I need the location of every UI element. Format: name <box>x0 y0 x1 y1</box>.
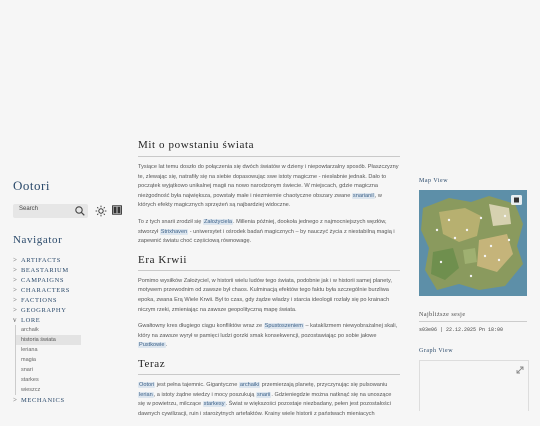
chevron-down-icon: v <box>13 316 18 324</box>
chevron-right-icon: > <box>13 266 18 274</box>
link-pustkowie[interactable]: Pustkowie <box>139 342 165 349</box>
nav-subitem-starkes[interactable]: starkes <box>21 377 39 383</box>
chevron-right-icon: > <box>13 256 18 264</box>
nav-subitem-wieszcz[interactable]: wieszcz <box>21 387 41 393</box>
link-archaiki[interactable]: archaiki <box>239 381 260 388</box>
chevron-right-icon: > <box>13 306 18 314</box>
link-spustoszeniem[interactable]: Spustoszeniem <box>264 323 303 330</box>
nav-item-campaigns[interactable] <box>13 275 123 285</box>
article-title: Mit o powstaniu świata <box>138 139 400 157</box>
link-ootori[interactable]: Ootori <box>139 381 155 388</box>
nav-item-label: CAMPAIGNS <box>21 276 65 284</box>
section-heading-teraz: Teraz <box>138 358 400 375</box>
site-title[interactable]: Ootori <box>13 178 50 193</box>
nav-item-mechanics[interactable] <box>13 395 123 405</box>
link-lerian[interactable]: lerian <box>139 391 153 398</box>
section-heading-era-krwii: Era Krwii <box>138 254 400 271</box>
chevron-right-icon: > <box>13 286 18 294</box>
search-placeholder: Search <box>19 206 39 212</box>
nav-subitem-magia[interactable]: magia <box>21 357 36 363</box>
nearest-sessions-title: Najbliższe sesje <box>419 312 466 318</box>
paragraph <box>138 163 400 211</box>
text: . Świat w większości pozostaje niezbadany, pełen jest pozostałości dawnych cywilizacji, ruin i starożytnych artefaktów. Krainy wiele historii z państwach mieniacych <box>138 401 391 417</box>
graph-view[interactable] <box>419 360 529 411</box>
divider <box>419 321 527 322</box>
nav-item-label: CHARACTERS <box>21 286 70 294</box>
nav-item-label: BEASTARIUM <box>21 266 69 274</box>
nav-subitem-historia-swiata[interactable]: historia świata <box>16 335 81 345</box>
text: . Millenia później, dookoła jednego z najmocniejszych węzłów, stworzył <box>138 218 387 235</box>
paragraph <box>138 322 400 351</box>
nav-subitem-leriana[interactable]: leriana <box>21 347 38 353</box>
link-snarianil[interactable]: snarianil <box>352 192 374 199</box>
paragraph <box>138 381 400 419</box>
expand-icon[interactable] <box>516 366 524 374</box>
text: jest pełna tajemnic. Gigantyczne <box>156 381 238 388</box>
theme-toggle-icon[interactable] <box>95 205 107 217</box>
text: , w których efekty magicznych sprzężeń są najbardziej widoczne. <box>138 192 382 209</box>
session-row[interactable]: s03e06 | 22.12.2025 Pn 18:00 <box>419 327 504 333</box>
chevron-right-icon: > <box>13 396 18 404</box>
search-input[interactable] <box>13 204 88 218</box>
link-zalozyciela[interactable]: Założyciela <box>203 218 232 225</box>
world-map-image <box>419 190 527 296</box>
lore-subtree <box>15 325 123 395</box>
nav-item-label: LORE <box>21 316 41 324</box>
chevron-right-icon: > <box>13 276 18 284</box>
map-view[interactable] <box>419 190 527 296</box>
paragraph: Pomimo wysiłków Założyciel, w historii wielu ludów tego świata, podobnie jak i w historii samej planety, motywem przewodnim od zawsze był chaos. Kulminacją efektów tego faktu była szczególnie burzliwa epoka, zwana Erą Wiele Krwii. Był to czas, gdy żądze władzy i starcia ideologii rozlały się po krainach niczym rzeki, zmieniając na zawsze geopolityczną mapę świata. <box>138 277 392 313</box>
text: przemierzają planetę, przyczynując się pulsowaniu <box>261 381 388 388</box>
nav-item-label: FACTIONS <box>21 296 58 304</box>
nav-item-label: ARTIFACTS <box>21 256 61 264</box>
nav-item-characters[interactable] <box>13 285 123 295</box>
nav-item-geography[interactable] <box>13 305 123 315</box>
nav-item-beastarium[interactable] <box>13 265 123 275</box>
text: - uniwersytet i ośrodek badań magicznych – by nauczyć życia z niestabilną magią i zapewnić światu choć częściową równowagę. <box>138 228 395 245</box>
article <box>138 139 400 426</box>
map-view-title: Map View <box>419 178 449 184</box>
text: , a istoty żądne wiedzy i mocy poszukują <box>153 391 255 398</box>
text: Gwałtowny kres długiego ciągu konfliktów wraz ze <box>138 323 263 330</box>
link-starkesy[interactable]: starkesy <box>203 401 225 408</box>
paragraph <box>138 218 400 247</box>
text: To z tych snarii zrodził się <box>138 218 202 225</box>
nav-item-label: MECHANICS <box>21 396 65 404</box>
navigator-title: Navigator <box>13 234 63 246</box>
navigator-tree <box>13 255 123 405</box>
reader-mode-icon[interactable] <box>112 205 122 215</box>
nav-item-lore[interactable] <box>13 315 123 325</box>
link-snarii[interactable]: snarii <box>256 391 271 398</box>
nav-subitem-snari[interactable]: snari <box>21 367 33 373</box>
text: Tysiące lat temu doszło do połączenia się dwóch światów w dzieny i niepowtarzalny sposób. Płaszczyzny te, zlewając się, natrafiły się na siebie dopasowując swe istoty magiczne - niesłabnie jednak. Dało to początek wyjątkowo unikalnej magii na nowo narodzonym świecie. W miejscach, gdzie magiczna nieżgodność była największa, powstały małe i niezmiernie chaotyczne obszary zwane <box>138 164 399 199</box>
nav-subitem-archaik[interactable]: archaik <box>21 327 39 333</box>
search-icon[interactable] <box>74 205 86 217</box>
nav-item-label: GEOGRAPHY <box>21 306 67 314</box>
text: – kataklizmem niewyobrażalnej skali, który na zawsze wyrył w pamięci ludzi gorzki smak konsekwencji, pozostawiając po sobie jałowe <box>138 323 398 339</box>
nav-item-factions[interactable] <box>13 295 123 305</box>
text: . Gdzieniegdzie można natknąć się na unoszące się w powietrzu, milczące <box>138 391 392 408</box>
chevron-right-icon: > <box>13 296 18 304</box>
link-strixhaven[interactable]: Strixhaven <box>160 228 188 235</box>
nav-item-artifacts[interactable] <box>13 255 123 265</box>
graph-view-title: Graph View <box>419 348 454 354</box>
text: . <box>165 342 168 349</box>
